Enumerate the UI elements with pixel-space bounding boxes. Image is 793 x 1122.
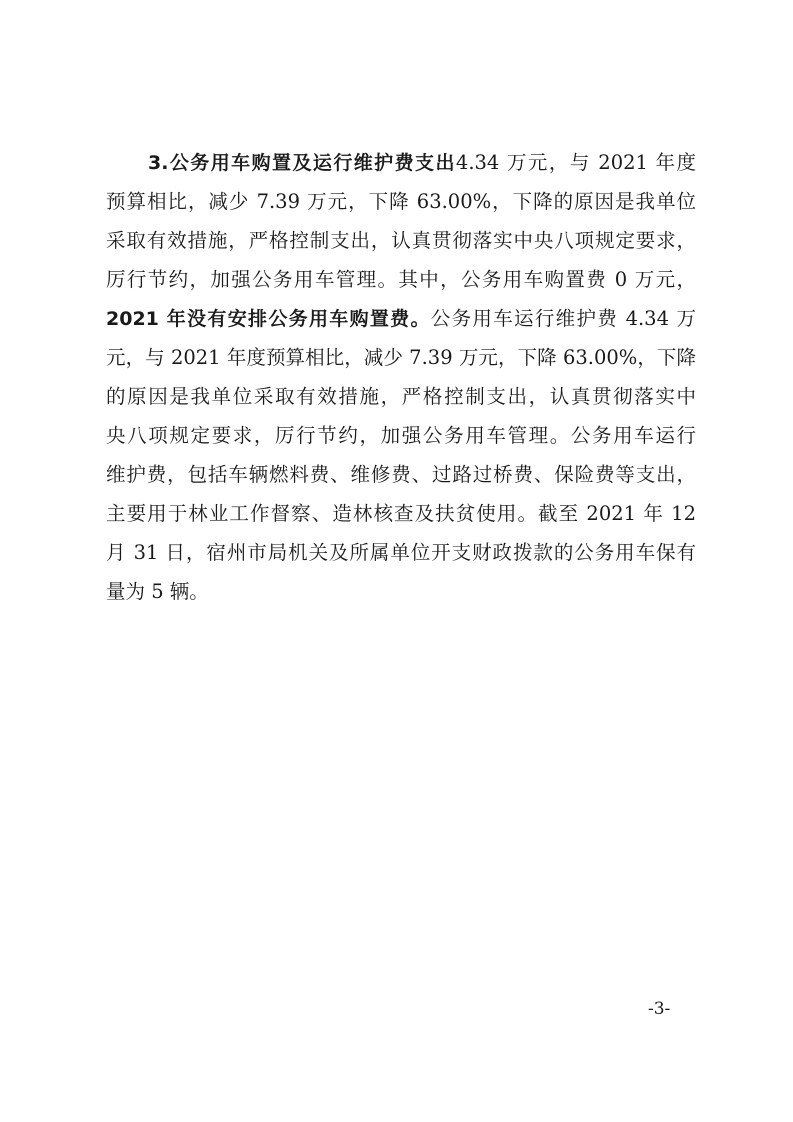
line-text: 厉行节约，加强公务用车管理。其中，公务用车购置费 0 万元， [106,268,696,291]
paragraph-line-1 [106,143,696,182]
paragraph-line-10 [106,494,696,533]
line-text: 采取有效措施，严格控制支出，认真贯彻落实中央八项规定要求， [106,229,696,252]
line-text: 预算相比，减少 7.39 万元，下降 63.00%，下降的原因是我单位 [106,190,696,213]
line-text: 4.34 万元，与 2021 年度 [455,151,696,174]
bold-statement: 2021 年没有安排公务用车购置费。 [106,308,431,330]
line-text: 主要用于林业工作督察、造林核查及扶贫使用。截至 2021 年 12 [106,502,696,525]
paragraph-line-6 [106,338,696,377]
line-text: 元，与 2021 年度预算相比，减少 7.39 万元，下降 63.00%，下降 [106,346,696,369]
line-text: 公务用车运行维护费 4.34 万 [430,307,696,330]
body-paragraph [106,143,696,611]
paragraph-line-5 [106,299,696,338]
paragraph-line-11 [106,533,696,572]
page-number: -3- [648,999,671,1019]
paragraph-line-7 [106,377,696,416]
line-text: 的原因是我单位采取有效措施，严格控制支出，认真贯彻落实中 [106,385,696,408]
line-text: 月 31 日，宿州市局机关及所属单位开支财政拨款的公务用车保有 [106,541,696,564]
paragraph-line-9 [106,455,696,494]
line-text: 央八项规定要求，厉行节约，加强公务用车管理。公务用车运行 [106,424,696,447]
line-text: 维护费，包括车辆燃料费、维修费、过路过桥费、保险费等支出， [106,463,696,486]
paragraph-line-4 [106,260,696,299]
line-text: 量为 5 辆。 [106,580,209,603]
paragraph-line-3 [106,221,696,260]
section-heading: 3.公务用车购置及运行维护费支出 [148,152,456,174]
paragraph-line-12 [106,572,696,611]
paragraph-line-8 [106,416,696,455]
paragraph-line-2 [106,182,696,221]
